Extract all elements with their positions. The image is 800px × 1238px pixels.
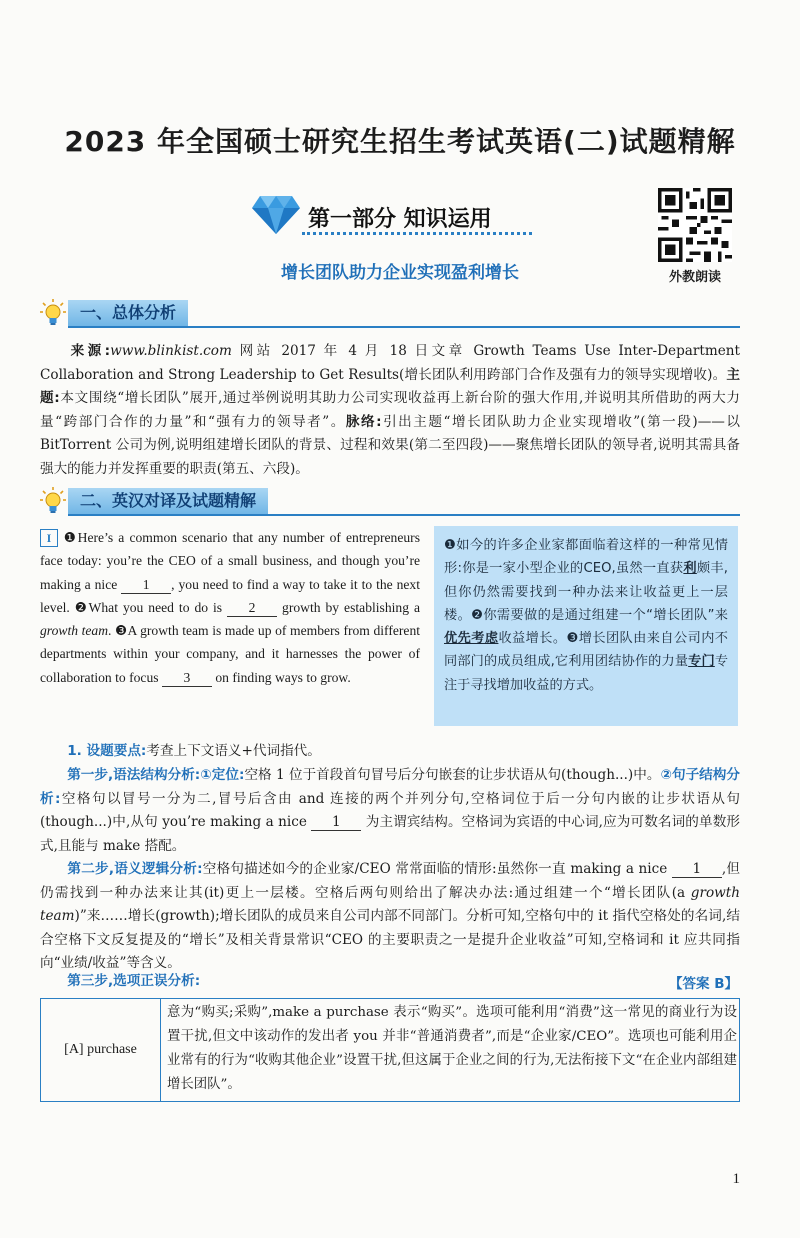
option-a-explanation: 意为“购买;采购”,make a purchase 表示“购买”。选项可能利用“消费”这一常见的商业行为设置干扰,但文中该动作的发出者 you 并非“普通消费者”,而是“企业家/CEO”。选项也可能利用企业常有的行为“收购其他企业”设置干扰,但这属于企业之间的行为,无法衔接下文“在企业内部组建增长团队”。 [167, 1005, 737, 1092]
sentence-marker: ❷ [74, 599, 89, 615]
step1-sub-a: ①定位: [200, 767, 245, 783]
step1-text: 空格句以冒号一分为二,冒号后含由 and 连接的两个并列分句,空格词位于后一分句内嵌的让步状语从句(though...)中,从句 you’re making a nice [40, 790, 741, 830]
translation-keyword: 优先考虑 [444, 631, 499, 647]
sentence-marker: ❶ [62, 530, 78, 545]
section-heading-translation [40, 486, 740, 516]
source-text: 网站 2017 年 4 月 18 日文章 Growth Teams Use Inter-Department Collaboration and Strong Leadership to Get Results(增长团队利用跨部门合作及强有力的领导实现增收)。 [40, 343, 741, 383]
sentence-3: A growth team is made up of members from different departments within your company, and it harnesses the power of collaboration to focus [40, 623, 421, 685]
context-text: 引出主题“增长团队助力企业实现增收”(第一段)——以 BitTorrent 公司为例,说明组建增长团队的背景、过程和效果(第二至四段)——聚焦增长团队的领导者,说明其需具备强大的能力并发挥重要的职责(第五、六段)。 [40, 413, 741, 477]
source-site: www.blinkist.com [110, 343, 232, 359]
step3-label: 第三步,选项正误分析: [67, 973, 201, 989]
step-3-paragraph [40, 970, 540, 994]
qr-code-icon[interactable] [658, 188, 732, 262]
translation-text: ❶如今的许多企业家都面临着这样的一种常见情形:你是一家小型企业的CEO,虽然一直获 [444, 538, 728, 577]
part-title: 第一部分 知识运用 [308, 207, 492, 232]
inline-blank: 1 [311, 814, 361, 831]
overview-paragraph [40, 340, 740, 481]
sentence-2b: growth by establishing a [277, 599, 420, 615]
step1-text: 为主谓宾结构。空格词为宾语的中心词,应为可数名词的单数形式,且能与 make 搭配。 [40, 814, 740, 854]
answer-badge: 【答案 B】 [669, 976, 738, 992]
divider [302, 232, 532, 235]
sentence-marker: ❸ [115, 623, 128, 639]
option-table [40, 998, 740, 1102]
q1-text: 考查上下文语义+代词指代。 [146, 743, 321, 759]
sentence-2c: growth team [40, 623, 109, 639]
article-subtitle: 增长团队助力企业实现盈利增长 [281, 263, 519, 283]
translation-text: 颇丰,但你仍然需要找到一种办法来让收益更上一层楼。❷你需要做的是通过组建一个“增长团队”来 [444, 561, 728, 623]
page-number: 1 [732, 1171, 740, 1187]
lightbulb-icon [40, 298, 66, 328]
diamond-icon [250, 192, 302, 236]
translation-keyword: 利 [683, 561, 697, 577]
blank-3[interactable]: 3 [162, 670, 212, 687]
step2-text: ,但仍需找到一种办法来让其(it)更上一层楼。空格后两句则给出了解决办法:通过组建一个“增长团队(a [40, 861, 740, 901]
section-rule [68, 326, 740, 328]
chinese-translation-box [434, 526, 738, 726]
section-heading-overview [40, 298, 740, 328]
step1-sub-b: ②句子结构分析: [40, 767, 740, 807]
sentence-3b: on finding ways to grow. [211, 669, 351, 685]
lightbulb-icon [40, 486, 66, 516]
sentence-1b: , you need to find a way to take it to the next level. [40, 576, 420, 615]
translation-keyword: 专门 [688, 654, 715, 670]
theme-label: 主题: [40, 366, 740, 406]
qr-label: 外教朗读 [668, 270, 721, 285]
section-rule [68, 514, 740, 516]
step2-label: 第二步,语义逻辑分析: [67, 861, 203, 877]
step-2-paragraph [40, 858, 740, 976]
translation-text: 收益增长。❸增长团队由来自公司内不同部门的成员组成,它利用团结协作的力量 [444, 631, 728, 670]
option-a-label: [A] purchase [41, 999, 161, 1101]
step2-text: )”来……增长(growth);增长团队的成员来自公司内部不同部门。分析可知,空格句中的 it 指代空格处的名词,结合空格下文反复提及的“增长”及相关背景常识“CEO 的主要职责之一是提升企业收益”可知,空格词和 it 应共同指向“业绩/收益”等含义。 [40, 908, 740, 971]
section-label: 二、英汉对译及试题精解 [68, 488, 268, 514]
sentence-1: Here’s a common scenario that any number of entrepreneurs face today: you’re the CEO of a small business, and though you’re making a nice [40, 530, 420, 592]
question-1-heading [40, 740, 740, 764]
source-label: 来源: [67, 343, 111, 359]
part-header [250, 192, 550, 242]
q1-label: 1. 设题要点: [67, 743, 147, 759]
section-label: 一、总体分析 [68, 300, 188, 326]
step2-italic: growth team [40, 884, 740, 924]
translation-text: 专注于寻找增加收益的方式。 [444, 654, 728, 693]
page-title: 2023 年全国硕士研究生招生考试英语(二)试题精解 [64, 125, 736, 158]
step-1-paragraph [40, 764, 740, 858]
step1-text: 空格 1 位于首段首句冒号后分句嵌套的让步状语从句(though...)中。 [244, 767, 661, 783]
step2-text: 空格句描述如今的企业家/CEO 常常面临的情形:虽然你一直 making a nice [202, 861, 672, 877]
blank-1[interactable]: 1 [121, 577, 171, 594]
inline-blank: 1 [672, 861, 722, 878]
theme-text: 本文围绕“增长团队”展开,通过举例说明其助力公司实现收益再上新台阶的强大作用,并说明其所借助的两大力量“跨部门合作的力量”和“强有力的领导者”。 [40, 390, 740, 430]
step1-label: 第一步,语法结构分析: [67, 767, 201, 783]
context-label: 脉络: [345, 413, 382, 430]
english-passage [40, 526, 420, 689]
sentence-2: What you need to do is [88, 599, 228, 615]
paragraph-number: I [40, 529, 58, 547]
blank-2[interactable]: 2 [227, 600, 277, 617]
sentence-2d: . [108, 623, 116, 639]
